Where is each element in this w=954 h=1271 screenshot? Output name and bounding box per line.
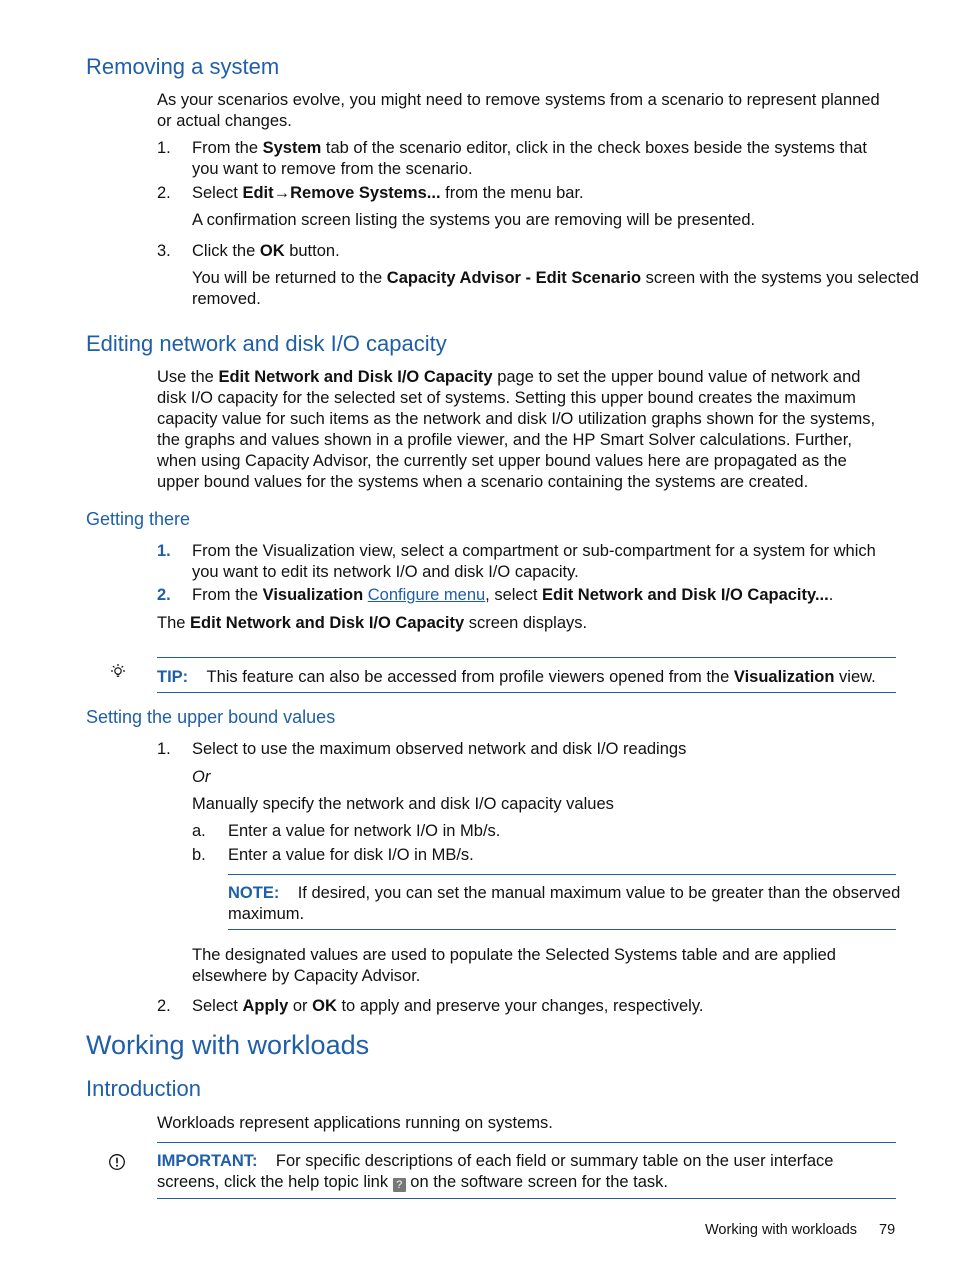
upper-bound-step-2 bbox=[192, 996, 703, 1017]
removing-intro bbox=[157, 90, 880, 132]
text: Select bbox=[192, 997, 243, 1015]
text: capacity value for such items as the network and disk I/O utilization graphs shown for the systems, bbox=[157, 410, 876, 428]
text: screen with the systems you selected bbox=[641, 269, 919, 287]
heading-getting-there: Getting there bbox=[86, 509, 191, 529]
text: If desired, you can set the manual maximum value to be greater than the observed bbox=[297, 884, 901, 902]
getting-there-step-1 bbox=[192, 541, 876, 583]
ui-term: Edit Network and Disk I/O Capacity... bbox=[542, 586, 829, 604]
ui-term: Edit Network and Disk I/O Capacity bbox=[190, 614, 465, 632]
important-bottom-rule bbox=[157, 1198, 896, 1199]
text: Click the bbox=[192, 242, 260, 260]
text: from the menu bar. bbox=[440, 184, 584, 202]
text: maximum. bbox=[228, 905, 305, 923]
text: Use the bbox=[157, 368, 219, 386]
text: upper bound values for the systems when a scenario containing the systems are created. bbox=[157, 473, 809, 491]
list-number: 1. bbox=[157, 542, 171, 560]
editing-description bbox=[157, 367, 875, 493]
text: screen displays. bbox=[464, 614, 588, 632]
footer-section-title: Working with workloads bbox=[705, 1222, 858, 1238]
text: or bbox=[288, 997, 313, 1015]
text: tab of the scenario editor, click in the check boxes beside the systems that bbox=[321, 139, 868, 157]
tip-top-rule bbox=[157, 657, 896, 658]
text: on the software screen for the task. bbox=[405, 1173, 669, 1191]
text: , select bbox=[485, 586, 543, 604]
list-number: 1. bbox=[157, 740, 171, 758]
heading-removing-a-system: Removing a system bbox=[86, 54, 280, 79]
ui-term: Edit Network and Disk I/O Capacity bbox=[218, 368, 493, 386]
text: button. bbox=[284, 242, 340, 260]
list-letter: a. bbox=[192, 822, 206, 840]
list-letter: b. bbox=[192, 846, 206, 864]
or-text: Or bbox=[192, 768, 211, 786]
heading-working-with-workloads: Working with workloads bbox=[86, 1030, 370, 1060]
page-number: 79 bbox=[879, 1222, 896, 1238]
text: . bbox=[828, 586, 834, 604]
note-top-rule bbox=[228, 874, 896, 875]
lightbulb-icon bbox=[108, 662, 128, 687]
note-bottom-rule bbox=[228, 929, 896, 930]
text: the graphs and values shown in a profile viewer, and the HP Smart Solver calculations. Further, bbox=[157, 431, 852, 449]
note-label: NOTE: bbox=[228, 884, 280, 902]
text: you want to edit its network I/O and disk I/O capacity. bbox=[192, 563, 579, 581]
getting-there-step-2 bbox=[192, 585, 833, 606]
configure-menu-link[interactable]: Configure menu bbox=[367, 586, 486, 604]
substep-a: Enter a value for network I/O in Mb/s. bbox=[228, 822, 501, 840]
text: From the bbox=[192, 139, 263, 157]
tip-box bbox=[157, 667, 876, 688]
removing-step-2-note: A confirmation screen listing the systems you are removing will be presented. bbox=[192, 211, 756, 229]
ui-term: OK bbox=[259, 242, 285, 260]
ui-term: Capacity Advisor - Edit Scenario bbox=[386, 269, 642, 287]
removing-step-1 bbox=[192, 138, 867, 180]
help-topic-icon: ? bbox=[393, 1178, 406, 1192]
ui-term: Edit bbox=[242, 184, 274, 202]
text: disk I/O capacity for the selected set of systems. Setting this upper bound creates the maximum bbox=[157, 389, 856, 407]
note-box bbox=[228, 883, 900, 925]
substep-b: Enter a value for disk I/O in MB/s. bbox=[228, 846, 474, 864]
text: The designated values are used to populate the Selected Systems table and are applied bbox=[192, 946, 836, 964]
text: The bbox=[157, 614, 191, 632]
ui-term: Visualization bbox=[262, 586, 364, 604]
text: For specific descriptions of each field or summary table on the user interface bbox=[275, 1152, 834, 1170]
text: From the bbox=[192, 586, 263, 604]
text: elsewhere by Capacity Advisor. bbox=[192, 967, 421, 985]
list-number: 3. bbox=[157, 242, 171, 260]
heading-setting-upper-bound: Setting the upper bound values bbox=[86, 707, 336, 727]
important-label: IMPORTANT: bbox=[157, 1152, 258, 1170]
text: Select bbox=[192, 184, 243, 202]
list-number: 2. bbox=[157, 184, 171, 202]
getting-there-result bbox=[157, 613, 587, 634]
menu-arrow: → bbox=[273, 184, 291, 202]
text: you want to remove from the scenario. bbox=[192, 160, 473, 178]
manual-text: Manually specify the network and disk I/O capacity values bbox=[192, 795, 614, 813]
tip-label: TIP: bbox=[157, 668, 189, 686]
list-number: 1. bbox=[157, 139, 171, 157]
text: This feature can also be accessed from profile viewers opened from the bbox=[206, 668, 734, 686]
ui-term: OK bbox=[312, 997, 337, 1015]
intro-line: As your scenarios evolve, you might need to remove systems from a scenario to represent planned bbox=[157, 91, 880, 109]
list-number: 2. bbox=[157, 997, 171, 1015]
text: removed. bbox=[192, 290, 261, 308]
removing-step-2 bbox=[192, 183, 584, 204]
text: view. bbox=[834, 668, 876, 686]
list-number: 2. bbox=[157, 586, 171, 604]
upper-bound-step-1: Select to use the maximum observed network and disk I/O readings bbox=[192, 740, 687, 758]
designated-values-text bbox=[192, 945, 836, 987]
ui-term: Remove Systems... bbox=[290, 184, 441, 202]
introduction-text: Workloads represent applications running on systems. bbox=[157, 1114, 553, 1132]
ui-term: System bbox=[262, 139, 322, 157]
intro-line: or actual changes. bbox=[157, 112, 292, 130]
removing-step-3-note bbox=[192, 268, 919, 310]
ui-term: Visualization bbox=[733, 668, 835, 686]
exclamation-circle-icon bbox=[108, 1153, 126, 1176]
ui-term: Apply bbox=[242, 997, 289, 1015]
heading-introduction: Introduction bbox=[86, 1076, 201, 1101]
heading-editing-capacity: Editing network and disk I/O capacity bbox=[86, 331, 447, 356]
important-top-rule bbox=[157, 1142, 896, 1143]
text: page to set the upper bound value of network and bbox=[492, 368, 861, 386]
text: when using Capacity Advisor, the currently set upper bound values here are propagated as the bbox=[157, 452, 847, 470]
text: You will be returned to the bbox=[192, 269, 387, 287]
removing-step-3 bbox=[192, 241, 340, 262]
text: screens, click the help topic link bbox=[157, 1173, 393, 1191]
important-box bbox=[157, 1151, 833, 1193]
tip-bottom-rule bbox=[157, 692, 896, 693]
text: to apply and preserve your changes, respectively. bbox=[336, 997, 704, 1015]
text: From the Visualization view, select a compartment or sub-compartment for a system for which bbox=[192, 542, 876, 560]
